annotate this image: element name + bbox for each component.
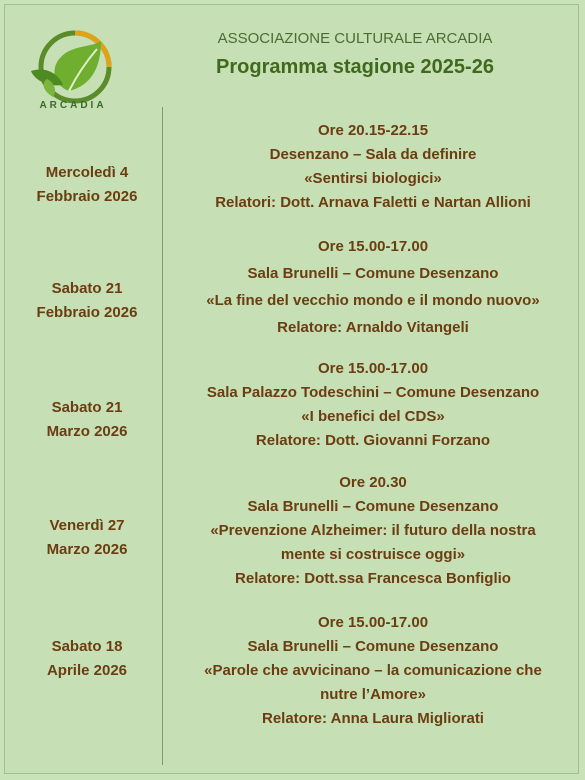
event-details bbox=[183, 233, 563, 341]
event-date bbox=[13, 635, 161, 683]
association-name: ASSOCIAZIONE CULTURALE ARCADIA bbox=[217, 30, 493, 47]
event-title: «Parole che avvicinano – la comunicazione che bbox=[204, 662, 542, 679]
event-date-day: Sabato 18 bbox=[51, 638, 123, 655]
event-speakers: Relatore: Anna Laura Migliorati bbox=[262, 710, 484, 727]
event-speakers: Relatori: Dott. Arnava Faletti e Nartan Allioni bbox=[215, 194, 531, 211]
event-time: Ore 20.30 bbox=[339, 474, 407, 491]
event-venue: Sala Palazzo Todeschini – Comune Desenzano bbox=[206, 384, 540, 401]
event-title: «Sentirsi biologici» bbox=[304, 170, 442, 187]
event-speakers: Relatore: Arnaldo Vitangeli bbox=[277, 319, 469, 336]
event-speakers: Relatore: Dott. Giovanni Forzano bbox=[255, 432, 491, 449]
event-title-continued: mente si costruisce oggi» bbox=[280, 546, 466, 563]
event-date-month: Marzo 2026 bbox=[46, 423, 128, 440]
event-date-day: Sabato 21 bbox=[51, 399, 123, 416]
flyer bbox=[4, 4, 579, 774]
page-title: Programma stagione 2025-26 bbox=[216, 56, 494, 78]
column-divider bbox=[162, 107, 163, 765]
event-date bbox=[13, 161, 161, 209]
event-details bbox=[183, 471, 563, 591]
event-time: Ore 15.00-17.00 bbox=[317, 614, 429, 631]
event-date-day: Mercoledì 4 bbox=[45, 164, 129, 181]
event-date-day: Venerdì 27 bbox=[49, 517, 125, 534]
event-venue: Sala Brunelli – Comune Desenzano bbox=[247, 498, 499, 515]
logo-wordmark: ARCADIA bbox=[39, 100, 107, 111]
event-date-month: Aprile 2026 bbox=[46, 662, 128, 679]
event-title-continued: nutre l’Amore» bbox=[320, 686, 426, 703]
event-date-day: Sabato 21 bbox=[51, 280, 123, 297]
event-venue: Sala Brunelli – Comune Desenzano bbox=[247, 265, 499, 282]
event-title: «La fine del vecchio mondo e il mondo nuovo» bbox=[206, 292, 540, 309]
event-date bbox=[13, 514, 161, 562]
event-time: Ore 20.15-22.15 bbox=[317, 122, 429, 139]
event-venue: Desenzano – Sala da definire bbox=[269, 146, 477, 163]
event-date bbox=[13, 277, 161, 325]
event-title: «I benefici del CDS» bbox=[301, 408, 445, 425]
event-title: «Prevenzione Alzheimer: il futuro della nostra bbox=[210, 522, 536, 539]
event-date-month: Marzo 2026 bbox=[46, 541, 128, 558]
event-date-month: Febbraio 2026 bbox=[36, 188, 138, 205]
event-details bbox=[183, 611, 563, 731]
event-time: Ore 15.00-17.00 bbox=[317, 360, 429, 377]
event-time: Ore 15.00-17.00 bbox=[317, 238, 429, 255]
event-speakers: Relatore: Dott.ssa Francesca Bonfiglio bbox=[235, 570, 511, 587]
event-details bbox=[183, 357, 563, 453]
event-venue: Sala Brunelli – Comune Desenzano bbox=[247, 638, 499, 655]
event-date bbox=[13, 396, 161, 444]
event-details bbox=[183, 119, 563, 215]
event-date-month: Febbraio 2026 bbox=[36, 304, 138, 321]
